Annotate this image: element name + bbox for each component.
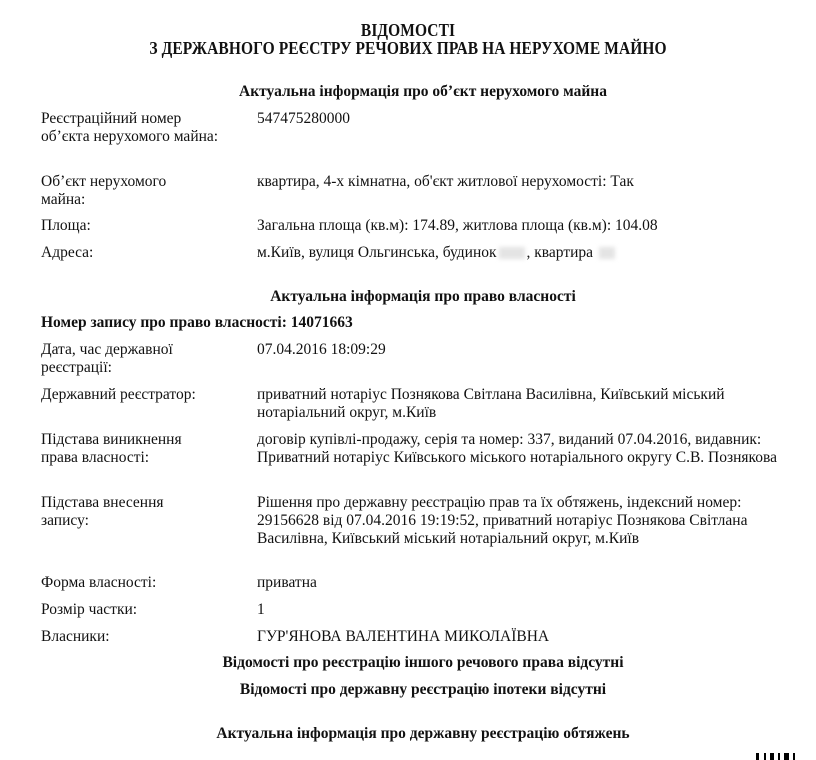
row-label: Адреса: [41, 244, 94, 261]
row-value: приватна [257, 574, 317, 591]
row-value [257, 244, 782, 262]
row-value: ГУР'ЯНОВА ВАЛЕНТИНА МИКОЛАЇВНА [257, 628, 550, 645]
row-label: Дата, час державної реєстрації: [41, 341, 173, 376]
redacted-building-number [499, 247, 525, 259]
address-apartment-text: , квартира [526, 244, 594, 261]
row-value: 07.04.2016 18:09:29 [257, 341, 386, 358]
ownership-record-number: Номер запису про право власності: 14071663 [41, 314, 353, 331]
row-value: приватний нотаріус Познякова Світлана Василівна, Київський міський нотаріальний округ, м.Київ [257, 386, 725, 421]
address-text: м.Київ, вулиця Ольгинська, будинок [257, 244, 497, 261]
notice-other-rights-absent: Відомості про реєстрацію іншого речового права відсутні [222, 654, 624, 671]
ownership-section-heading: Актуальна інформація про право власності [270, 288, 576, 305]
row-label: Реєстраційний номер об’єкта нерухомого майна: [41, 110, 219, 145]
encumbrance-section-heading: Актуальна інформація про державну реєстрацію обтяжень [216, 725, 630, 742]
redacted-apartment-number [599, 247, 615, 259]
row-label: Державний реєстратор: [41, 386, 196, 403]
row-label: Розмір частки: [41, 601, 138, 618]
qr-code-fragment [756, 753, 816, 760]
row-value: 547475280000 [257, 110, 350, 127]
row-label: Власники: [41, 628, 110, 645]
row-label: Підстава виникнення права власності: [41, 431, 182, 466]
row-value: Рішення про державну реєстрацію прав та їх обтяжень, індексний номер: 29156628 від 07.04.2016 19:19:52, приватний нотаріус Познякова Світлана Василівна, Київський міський нотаріальний округ, м.Київ [257, 494, 748, 547]
row-label: Об’єкт нерухомого майна: [41, 173, 167, 208]
document-title-line1: ВІДОМОСТІ [360, 20, 456, 40]
document-title-line2: З ДЕРЖАВНОГО РЕЄСТРУ РЕЧОВИХ ПРАВ НА НЕРУХОМЕ МАЙНО [149, 38, 667, 58]
row-label: Площа: [41, 217, 91, 234]
row-value: квартира, 4-х кімнатна, об'єкт житлової нерухомості: Так [257, 173, 634, 190]
property-section-heading: Актуальна інформація про об’єкт нерухомого майна [239, 83, 607, 100]
row-value: договір купівлі-продажу, серія та номер: 337, виданий 07.04.2016, видавник: Приватний нотаріус Київського міського нотаріального округу С.В. Познякова [257, 431, 778, 466]
row-label: Підстава внесення запису: [41, 494, 164, 529]
notice-mortgage-absent: Відомості про державну реєстрацію іпотеки відсутні [239, 681, 607, 698]
row-value: Загальна площа (кв.м): 174.89, житлова площа (кв.м): 104.08 [257, 217, 658, 234]
row-value: 1 [257, 601, 265, 618]
row-label: Форма власності: [41, 574, 157, 591]
